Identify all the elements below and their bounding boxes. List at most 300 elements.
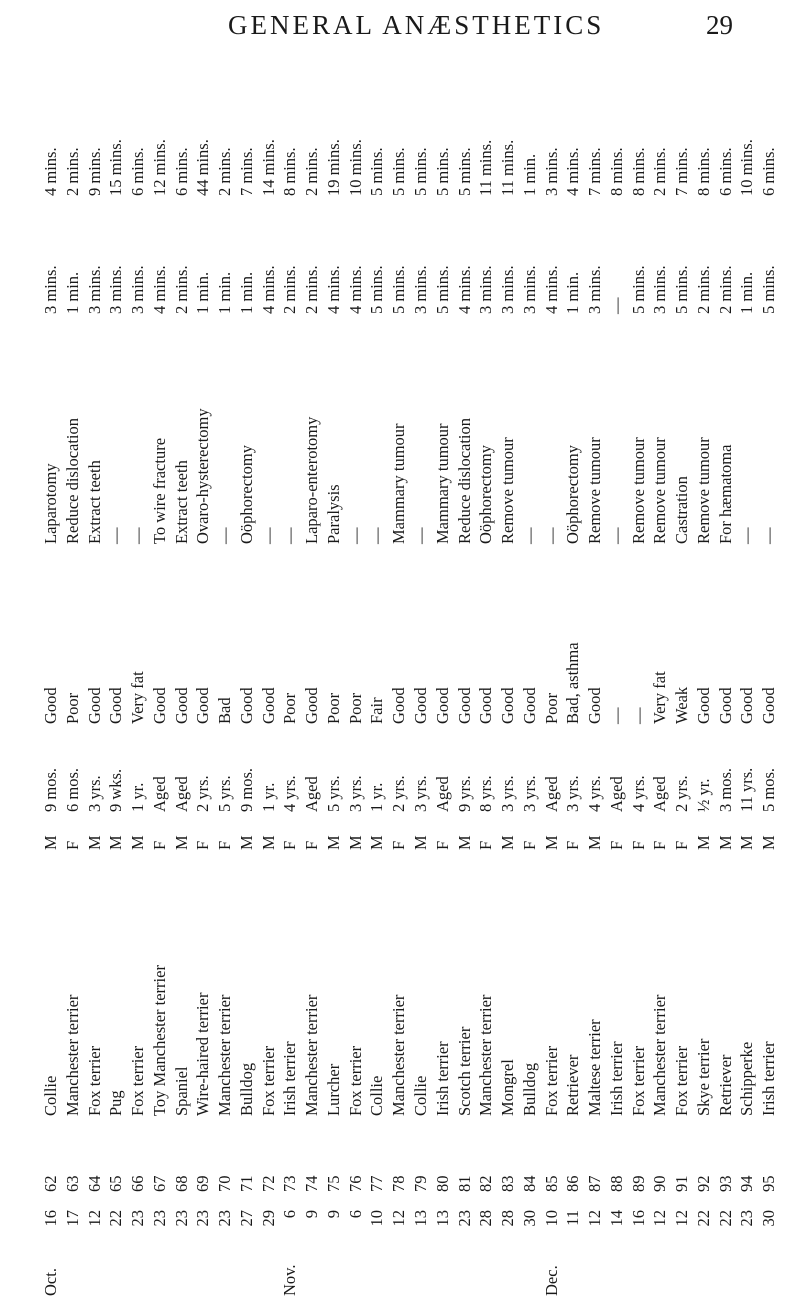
row-day: 23 <box>454 1210 474 1227</box>
row-condition: Good <box>411 687 430 724</box>
row-condition: Bad, asthma <box>563 642 583 724</box>
row-age: 2 yrs. <box>389 775 409 812</box>
row-condition: Good <box>302 687 322 724</box>
row-induction-time: 3 mins. <box>128 265 148 314</box>
row-duration: 10 mins. <box>345 139 365 196</box>
row-breed: Wire-haired terrier <box>193 992 213 1116</box>
row-induction-time: 1 min. <box>62 271 82 314</box>
table-row <box>236 60 258 1296</box>
row-age: 4 yrs. <box>628 775 648 812</box>
row-number: 78 <box>389 1175 409 1192</box>
row-duration: 12 mins. <box>149 139 169 196</box>
row-day: 22 <box>106 1210 126 1227</box>
row-sex: F <box>62 840 82 850</box>
row-operation: Reduce dislocation <box>62 417 82 544</box>
row-day: 14 <box>606 1210 626 1227</box>
row-duration: 5 mins. <box>411 147 430 196</box>
row-breed: Manchester terrier <box>62 994 82 1116</box>
row-day: 23 <box>215 1210 235 1227</box>
row-breed: Retriever <box>563 1054 583 1116</box>
row-breed: Fox terrier <box>345 1045 365 1116</box>
row-duration: 44 mins. <box>193 139 213 196</box>
table-row <box>497 60 519 1296</box>
row-induction-time: 5 mins. <box>759 265 779 314</box>
row-age: Aged <box>149 776 169 812</box>
row-condition: Good <box>498 687 518 724</box>
row-duration: 2 mins. <box>215 147 235 196</box>
row-number: 93 <box>715 1175 735 1192</box>
row-number: 77 <box>367 1175 387 1192</box>
row-day: 23 <box>149 1210 169 1227</box>
row-age: 2 yrs. <box>193 775 213 812</box>
table-row <box>40 60 62 1296</box>
table-row <box>628 60 650 1296</box>
row-age: Aged <box>302 776 322 812</box>
row-age: 3 yrs. <box>519 775 539 812</box>
row-month: Oct. <box>41 1268 60 1296</box>
row-sex: M <box>411 835 430 850</box>
row-induction-time: 3 mins. <box>519 265 539 314</box>
row-condition: Poor <box>345 692 365 724</box>
row-condition: Good <box>519 687 539 724</box>
row-day: 12 <box>84 1210 104 1227</box>
row-operation: Extract teeth <box>84 460 104 544</box>
row-sex: M <box>585 835 605 850</box>
row-condition: — <box>606 707 626 724</box>
row-sex: M <box>367 835 387 850</box>
row-operation: — <box>280 527 300 544</box>
row-condition: — <box>628 707 648 724</box>
row-sex: F <box>215 840 235 850</box>
row-breed: Manchester terrier <box>389 994 409 1116</box>
row-operation: Remove tumour <box>650 437 670 544</box>
row-breed: Fox terrier <box>541 1045 561 1116</box>
row-number: 65 <box>106 1175 126 1192</box>
row-sex: F <box>606 840 626 850</box>
table-row <box>432 60 454 1296</box>
row-age: 3 yrs. <box>345 775 365 812</box>
row-condition: Good <box>432 687 452 724</box>
row-day: 22 <box>693 1210 713 1227</box>
row-day: 6 <box>345 1210 365 1219</box>
row-operation: — <box>258 527 278 544</box>
row-duration: 6 mins. <box>759 147 779 196</box>
row-sex: F <box>650 840 670 850</box>
row-duration: 5 mins. <box>454 147 474 196</box>
row-condition: Very fat <box>650 671 670 724</box>
row-number: 79 <box>411 1175 430 1192</box>
row-age: 3 yrs. <box>84 775 104 812</box>
row-induction-time: 3 mins. <box>650 265 670 314</box>
row-induction-time: 3 mins. <box>585 265 605 314</box>
row-condition: Good <box>389 687 409 724</box>
row-age: 9 mos. <box>41 767 60 812</box>
row-number: 84 <box>519 1175 539 1192</box>
row-condition: Weak <box>672 686 692 724</box>
row-number: 80 <box>432 1175 452 1192</box>
row-condition: Poor <box>323 692 343 724</box>
row-number: 85 <box>541 1175 561 1192</box>
table-row <box>410 60 432 1296</box>
row-condition: Good <box>106 687 126 724</box>
table-row <box>475 60 497 1296</box>
row-duration: 11 mins. <box>476 139 496 196</box>
row-breed: Irish terrier <box>432 1041 452 1116</box>
row-age: 9 yrs. <box>454 775 474 812</box>
row-condition: Good <box>585 687 605 724</box>
row-breed: Manchester terrier <box>302 994 322 1116</box>
row-sex: F <box>628 840 648 850</box>
row-induction-time: 4 mins. <box>149 265 169 314</box>
row-operation: Ovaro-hysterectomy <box>193 408 213 544</box>
row-operation: Mammary tumour <box>389 423 409 544</box>
row-breed: Fox terrier <box>672 1045 692 1116</box>
row-operation: Oöphorectomy <box>236 445 256 544</box>
row-breed: Fox terrier <box>84 1045 104 1116</box>
row-day: 17 <box>62 1210 82 1227</box>
table-row <box>366 60 388 1296</box>
row-sex: M <box>454 835 474 850</box>
table-row <box>758 60 780 1296</box>
table-row <box>62 60 84 1296</box>
row-induction-time: 5 mins. <box>432 265 452 314</box>
row-breed: Irish terrier <box>280 1041 300 1116</box>
row-duration: 8 mins. <box>628 147 648 196</box>
row-operation: Paralysis <box>323 484 343 544</box>
row-breed: Scotch terrier <box>454 1026 474 1116</box>
row-induction-time: 2 mins. <box>693 265 713 314</box>
rotated-table <box>40 60 780 1296</box>
row-breed: Collie <box>41 1075 60 1116</box>
table-row <box>192 60 214 1296</box>
row-induction-time: 2 mins. <box>280 265 300 314</box>
row-duration: 2 mins. <box>62 147 82 196</box>
row-age: 4 yrs. <box>585 775 605 812</box>
row-number: 86 <box>563 1175 583 1192</box>
row-number: 75 <box>323 1175 343 1192</box>
row-number: 82 <box>476 1175 496 1192</box>
row-number: 92 <box>693 1175 713 1192</box>
row-induction-time: 1 min. <box>563 271 583 314</box>
row-duration: 15 mins. <box>106 139 126 196</box>
table-row <box>345 60 367 1296</box>
row-operation: Oöphorectomy <box>563 445 583 544</box>
row-duration: 5 mins. <box>432 147 452 196</box>
row-induction-time: — <box>606 297 626 314</box>
row-operation: Remove tumour <box>693 437 713 544</box>
row-sex: F <box>193 840 213 850</box>
row-age: 5 yrs. <box>323 775 343 812</box>
row-day: 16 <box>628 1210 648 1227</box>
row-sex: M <box>737 835 757 850</box>
row-condition: Good <box>193 687 213 724</box>
row-age: 9 mos. <box>236 767 256 812</box>
row-number: 63 <box>62 1175 82 1192</box>
row-induction-time: 3 mins. <box>106 265 126 314</box>
row-day: 28 <box>498 1210 518 1227</box>
row-breed: Bulldog <box>519 1062 539 1116</box>
row-sex: M <box>41 835 60 850</box>
row-number: 66 <box>128 1175 148 1192</box>
row-operation: Remove tumour <box>585 437 605 544</box>
row-operation: Extract teeth <box>171 460 191 544</box>
row-day: 12 <box>389 1210 409 1227</box>
row-breed: Spaniel <box>171 1066 191 1116</box>
row-operation: For hæmatoma <box>715 444 735 544</box>
row-day: 11 <box>563 1210 583 1226</box>
row-number: 83 <box>498 1175 518 1192</box>
row-age: Aged <box>606 776 626 812</box>
row-number: 71 <box>236 1175 256 1192</box>
row-induction-time: 1 min. <box>737 271 757 314</box>
row-breed: Fox terrier <box>128 1045 148 1116</box>
table-row <box>649 60 671 1296</box>
row-day: 23 <box>737 1210 757 1227</box>
row-induction-time: 1 min. <box>236 271 256 314</box>
row-condition: Good <box>236 687 256 724</box>
row-duration: 2 mins. <box>302 147 322 196</box>
row-breed: Fox terrier <box>628 1045 648 1116</box>
row-duration: 14 mins. <box>258 139 278 196</box>
row-number: 90 <box>650 1175 670 1192</box>
row-induction-time: 2 mins. <box>302 265 322 314</box>
row-day: 12 <box>672 1210 692 1227</box>
row-number: 73 <box>280 1175 300 1192</box>
row-day: 30 <box>519 1210 539 1227</box>
row-condition: Good <box>759 687 779 724</box>
row-age: Aged <box>432 776 452 812</box>
row-breed: Irish terrier <box>759 1041 779 1116</box>
table-row <box>214 60 236 1296</box>
row-condition: Good <box>149 687 169 724</box>
table-row <box>541 60 563 1296</box>
row-operation: — <box>737 527 757 544</box>
row-duration: 6 mins. <box>171 147 191 196</box>
table-row <box>606 60 628 1296</box>
row-operation: — <box>541 527 561 544</box>
row-breed: Manchester terrier <box>650 994 670 1116</box>
row-condition: Poor <box>280 692 300 724</box>
row-condition: Very fat <box>128 671 148 724</box>
row-age: Aged <box>650 776 670 812</box>
row-duration: 19 mins. <box>323 139 343 196</box>
row-operation: — <box>215 527 235 544</box>
row-breed: Mongrel <box>498 1059 518 1116</box>
row-operation: — <box>128 527 148 544</box>
row-number: 76 <box>345 1175 365 1192</box>
row-sex: F <box>389 840 409 850</box>
row-day: 6 <box>280 1210 300 1219</box>
row-induction-time: 5 mins. <box>367 265 387 314</box>
row-day: 12 <box>650 1210 670 1227</box>
row-sex: M <box>84 835 104 850</box>
row-duration: 8 mins. <box>693 147 713 196</box>
row-age: 3 mos. <box>715 767 735 812</box>
row-age: 11 yrs. <box>737 767 757 812</box>
row-operation: Reduce dislocation <box>454 417 474 544</box>
row-day: 10 <box>367 1210 387 1227</box>
row-condition: Good <box>171 687 191 724</box>
row-month: Nov. <box>280 1264 300 1296</box>
row-breed: Manchester terrier <box>476 994 496 1116</box>
row-age: 5 yrs. <box>215 775 235 812</box>
row-day: 13 <box>432 1210 452 1227</box>
table-row <box>584 60 606 1296</box>
row-day: 23 <box>171 1210 191 1227</box>
row-day: 12 <box>585 1210 605 1227</box>
row-operation: Oöphorectomy <box>476 445 496 544</box>
row-operation: — <box>519 527 539 544</box>
row-induction-time: 4 mins. <box>454 265 474 314</box>
row-induction-time: 1 min. <box>193 271 213 314</box>
table-row <box>693 60 715 1296</box>
row-day: 9 <box>302 1210 322 1219</box>
row-sex: F <box>432 840 452 850</box>
table-row <box>258 60 280 1296</box>
row-number: 94 <box>737 1175 757 1192</box>
row-age: 9 wks. <box>106 768 126 812</box>
row-condition: Good <box>84 687 104 724</box>
row-sex: F <box>519 840 539 850</box>
row-breed: Skye terrier <box>693 1038 713 1116</box>
row-age: 3 yrs. <box>498 775 518 812</box>
row-age: 4 yrs. <box>280 775 300 812</box>
row-induction-time: 3 mins. <box>476 265 496 314</box>
row-sex: F <box>149 840 169 850</box>
row-duration: 3 mins. <box>541 147 561 196</box>
table-body <box>40 60 780 1296</box>
row-induction-time: 4 mins. <box>541 265 561 314</box>
row-sex: M <box>258 835 278 850</box>
row-number: 69 <box>193 1175 213 1192</box>
row-day: 9 <box>323 1210 343 1219</box>
row-day: 13 <box>411 1210 430 1227</box>
row-number: 81 <box>454 1175 474 1192</box>
row-sex: F <box>563 840 583 850</box>
row-induction-time: 5 mins. <box>628 265 648 314</box>
row-condition: Good <box>715 687 735 724</box>
row-breed: Maltese terrier <box>585 1019 605 1116</box>
row-breed: Retriever <box>715 1054 735 1116</box>
row-sex: M <box>345 835 365 850</box>
row-breed: Schipperke <box>737 1041 757 1116</box>
table-row <box>84 60 106 1296</box>
row-operation: — <box>759 527 779 544</box>
row-age: 1 yr. <box>128 782 148 812</box>
row-number: 67 <box>149 1175 169 1192</box>
row-number: 95 <box>759 1175 779 1192</box>
row-number: 64 <box>84 1175 104 1192</box>
row-sex: F <box>280 840 300 850</box>
row-sex: M <box>693 835 713 850</box>
table-row <box>149 60 171 1296</box>
row-sex: M <box>323 835 343 850</box>
row-age: 3 yrs. <box>563 775 583 812</box>
row-age: Aged <box>171 776 191 812</box>
row-operation: — <box>345 527 365 544</box>
row-number: 74 <box>302 1175 322 1192</box>
table-row <box>127 60 149 1296</box>
row-condition: Poor <box>541 692 561 724</box>
row-operation: — <box>606 527 626 544</box>
row-condition: Fair <box>367 697 387 724</box>
row-breed: Bulldog <box>236 1062 256 1116</box>
row-condition: Good <box>737 687 757 724</box>
row-day: 10 <box>541 1210 561 1227</box>
row-condition: Poor <box>62 692 82 724</box>
table-row <box>715 60 737 1296</box>
row-day: 28 <box>476 1210 496 1227</box>
row-sex: M <box>541 835 561 850</box>
row-sex: M <box>171 835 191 850</box>
row-breed: Lurcher <box>323 1063 343 1116</box>
row-day: 22 <box>715 1210 735 1227</box>
row-duration: 8 mins. <box>606 147 626 196</box>
row-sex: M <box>498 835 518 850</box>
row-breed: Fox terrier <box>258 1045 278 1116</box>
row-age: 3 yrs. <box>411 775 430 812</box>
row-condition: Good <box>693 687 713 724</box>
row-duration: 8 mins. <box>280 147 300 196</box>
row-induction-time: 5 mins. <box>389 265 409 314</box>
row-duration: 7 mins. <box>236 147 256 196</box>
table-row <box>562 60 584 1296</box>
table-row <box>171 60 193 1296</box>
row-operation: — <box>367 527 387 544</box>
row-duration: 4 mins. <box>563 147 583 196</box>
row-day: 23 <box>128 1210 148 1227</box>
row-induction-time: 3 mins. <box>411 265 430 314</box>
row-condition: Good <box>454 687 474 724</box>
row-sex: M <box>759 835 779 850</box>
row-sex: M <box>128 835 148 850</box>
row-number: 72 <box>258 1175 278 1192</box>
row-duration: 11 mins. <box>498 139 518 196</box>
row-age: 6 mos. <box>62 767 82 812</box>
row-duration: 9 mins. <box>84 147 104 196</box>
row-age: 1 yr. <box>367 782 387 812</box>
row-sex: M <box>715 835 735 850</box>
row-induction-time: 3 mins. <box>41 265 60 314</box>
row-month: Dec. <box>541 1265 561 1296</box>
row-duration: 6 mins. <box>715 147 735 196</box>
row-duration: 1 min. <box>519 153 539 196</box>
row-operation: Mammary tumour <box>432 423 452 544</box>
row-breed: Pug <box>106 1090 126 1116</box>
row-condition: Good <box>476 687 496 724</box>
row-condition: Bad <box>215 697 235 724</box>
row-duration: 10 mins. <box>737 139 757 196</box>
row-age: Aged <box>541 776 561 812</box>
row-duration: 7 mins. <box>585 147 605 196</box>
row-induction-time: 3 mins. <box>498 265 518 314</box>
row-sex: F <box>302 840 322 850</box>
row-condition: Good <box>41 687 60 724</box>
row-number: 70 <box>215 1175 235 1192</box>
row-age: 8 yrs. <box>476 775 496 812</box>
row-induction-time: 4 mins. <box>323 265 343 314</box>
row-induction-time: 2 mins. <box>171 265 191 314</box>
table-row <box>671 60 693 1296</box>
row-number: 89 <box>628 1175 648 1192</box>
page-header <box>0 0 800 60</box>
row-number: 87 <box>585 1175 605 1192</box>
running-title: GENERAL ANÆSTHETICS <box>228 10 605 40</box>
row-breed: Irish terrier <box>606 1041 626 1116</box>
row-number: 68 <box>171 1175 191 1192</box>
row-operation: Castration <box>672 476 692 544</box>
row-number: 62 <box>41 1175 60 1192</box>
